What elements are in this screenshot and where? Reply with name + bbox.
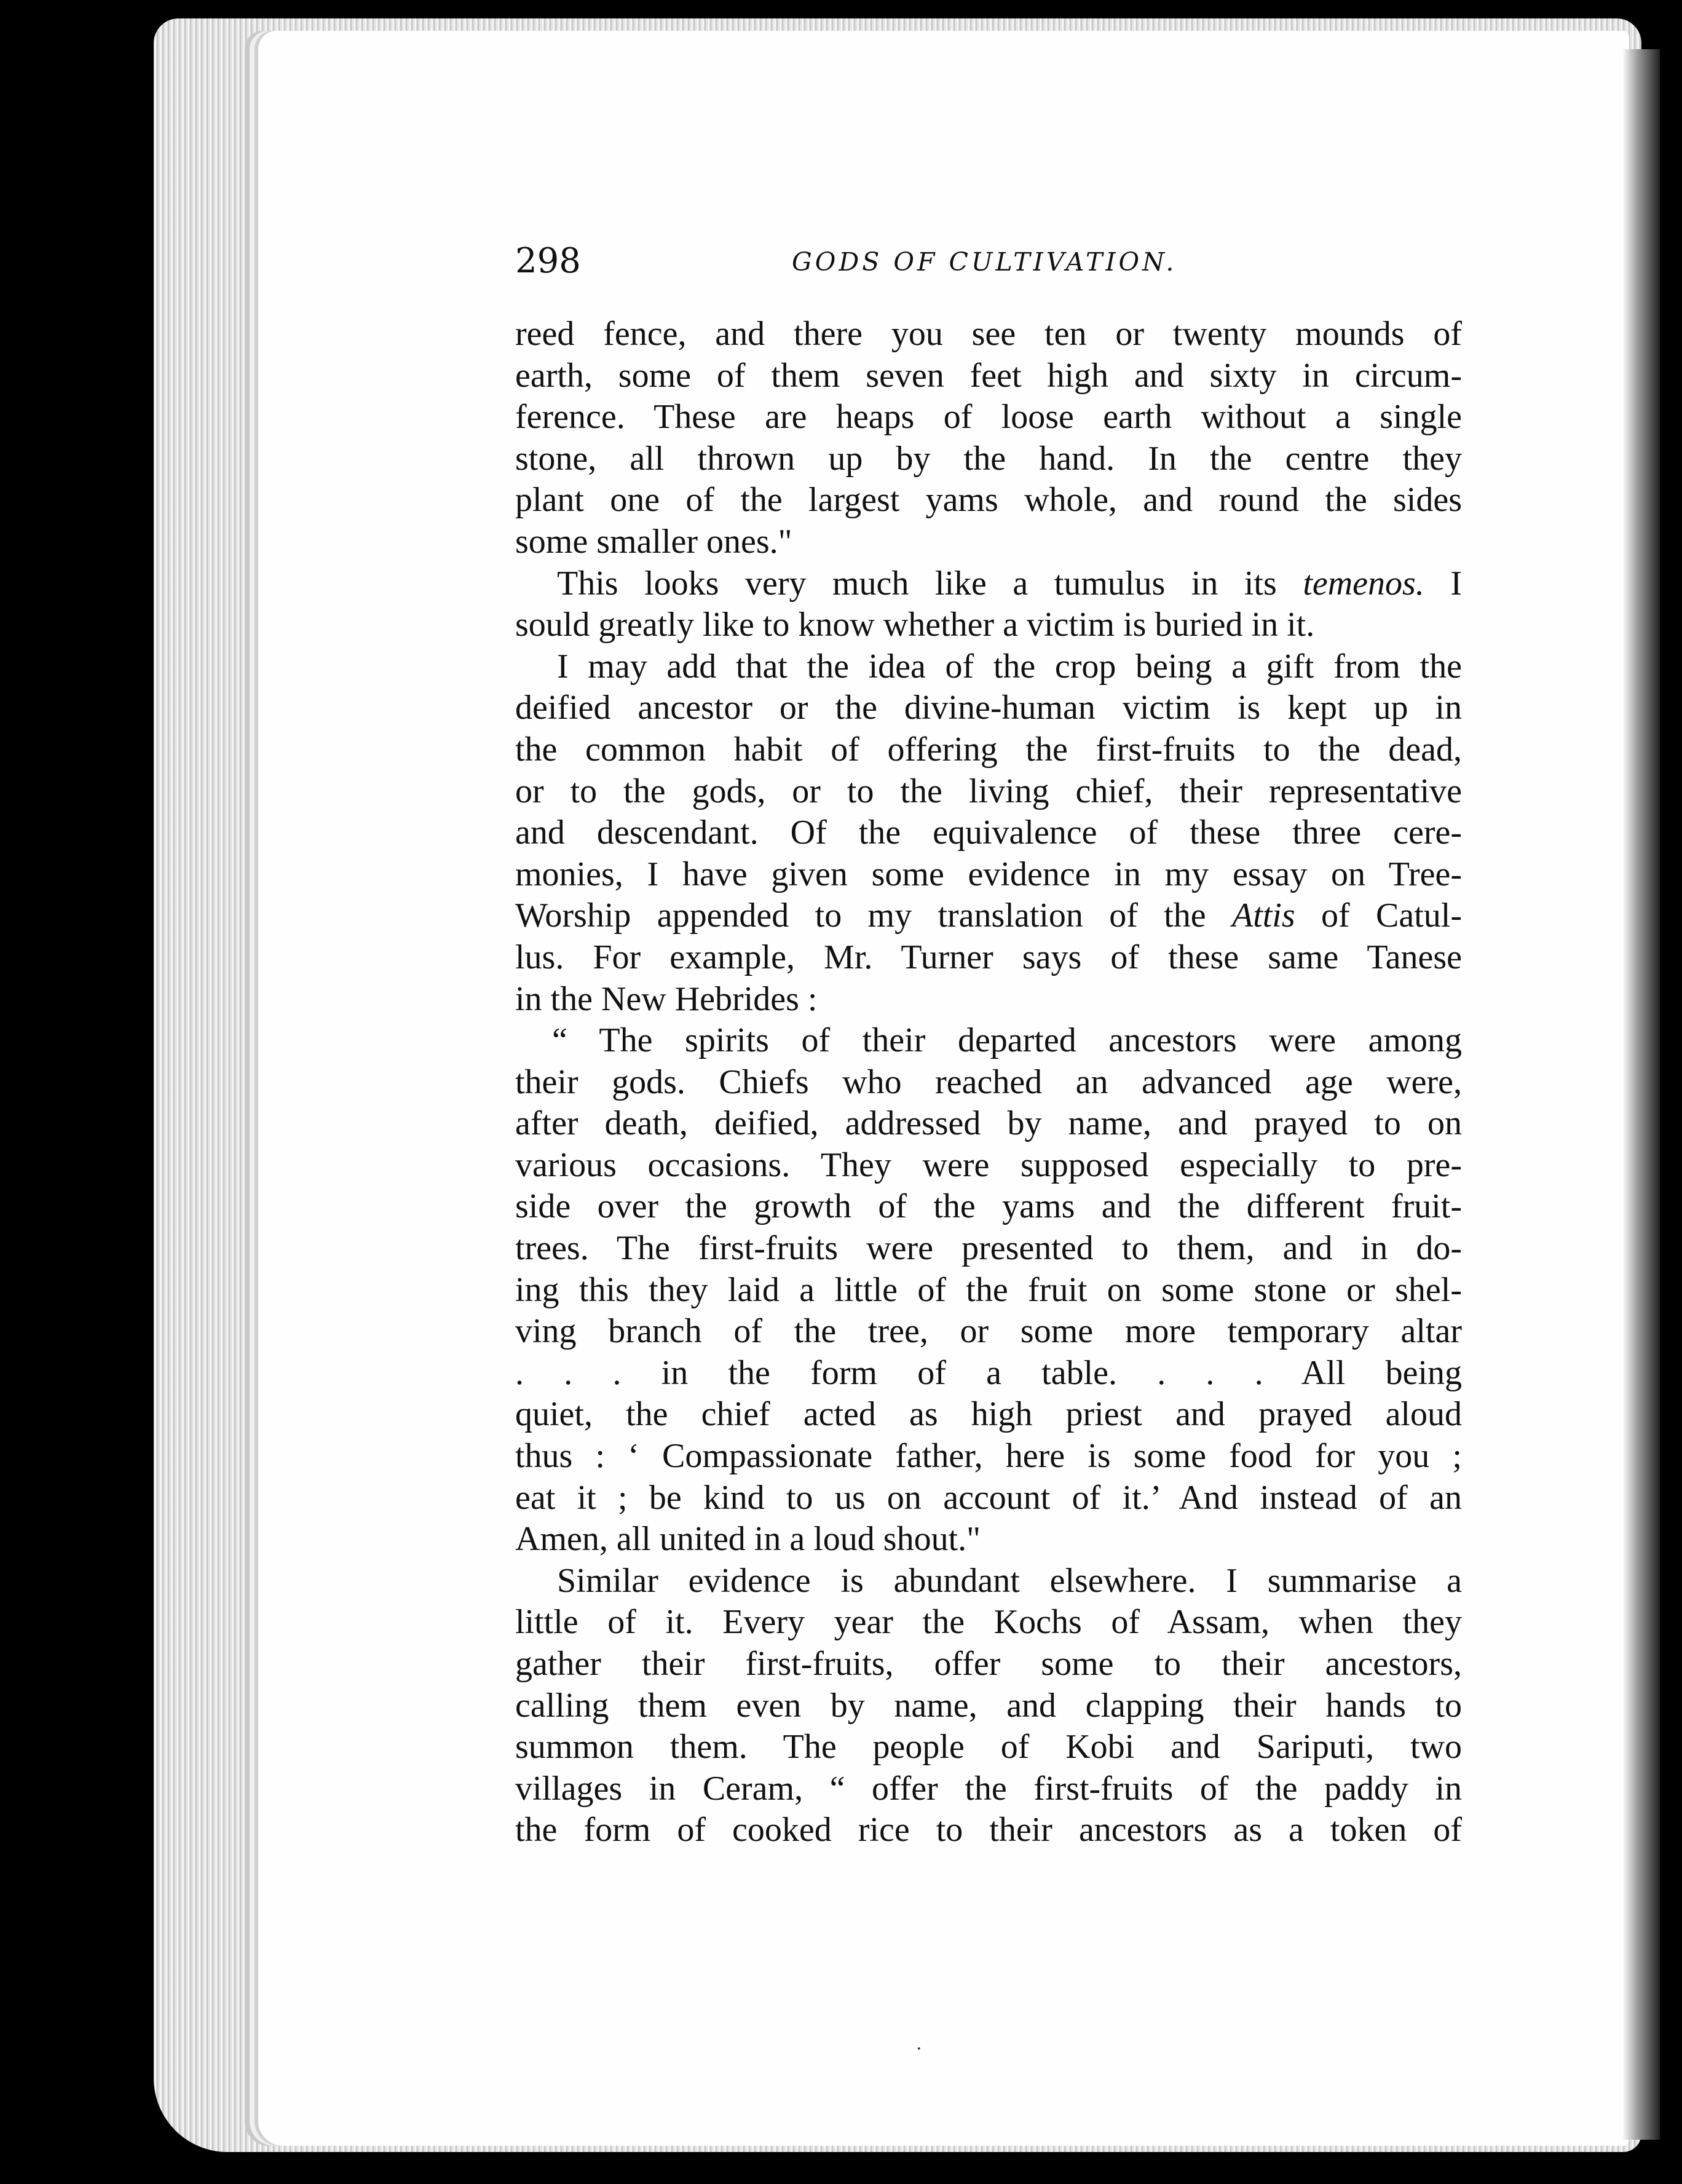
text-line: gather their first-fruits, offer some to their ancestors, — [515, 1645, 1462, 1683]
text-line: lus. For example, Mr. Turner says of these same Tanese — [515, 938, 1462, 976]
text-line: reed fence, and there you see ten or twenty mounds of — [515, 315, 1462, 353]
text-line: little of it. Every year the Kochs of Assam, when they — [515, 1603, 1462, 1642]
text-line: various occasions. They were supposed especially to pre- — [515, 1145, 1462, 1184]
text-line: thus : ‘ Compassionate father, here is some food for you ; — [515, 1437, 1462, 1476]
text-segment: I — [1424, 564, 1462, 603]
text-line: plant one of the largest yams whole, and round the sides — [515, 481, 1462, 520]
text-line: “ The spirits of their departed ancestors were among — [552, 1021, 1462, 1060]
running-head — [515, 237, 1462, 292]
text-line: ving branch of the tree, or some more temporary altar — [515, 1312, 1462, 1351]
text-line: . . . in the form of a table. . . . All being — [515, 1353, 1462, 1392]
text-line: calling them even by name, and clapping their hands to — [515, 1686, 1462, 1725]
text-line: or to the gods, or to the living chief, their representative — [515, 772, 1462, 810]
page-number: 298 — [515, 241, 581, 281]
text-line: and descendant. Of the equivalence of these three cere- — [515, 813, 1462, 852]
text-line: Amen, all united in a loud shout." — [515, 1520, 981, 1559]
text-line — [515, 895, 1462, 937]
running-title: GODS OF CULTIVATION. — [792, 247, 1177, 277]
text-line: the form of cooked rice to their ancestors as a token of — [515, 1811, 1462, 1850]
italic-term: Attis — [1231, 896, 1295, 935]
text-line: summon them. The people of Kobi and Sariputi, two — [515, 1728, 1462, 1767]
text-line: earth, some of them seven feet high and sixty in circum- — [515, 356, 1462, 395]
text-line: trees. The first-fruits were presented to them, and in do- — [515, 1229, 1462, 1268]
text-line: villages in Ceram, “ offer the first-fruits of the paddy in — [515, 1769, 1462, 1808]
text-line — [515, 563, 1462, 605]
body-text — [515, 314, 1462, 1851]
text-line: stone, all thrown up by the hand. In the centre they — [515, 439, 1462, 478]
text-line: in the New Hebrides : — [515, 979, 818, 1018]
text-segment: This looks very much like a tumulus in its — [557, 564, 1303, 603]
text-line: I may add that the idea of the crop being a gift from the — [557, 647, 1462, 686]
footer-ink-mark: · — [916, 2038, 922, 2060]
text-line: side over the growth of the yams and the different fruit- — [515, 1187, 1462, 1226]
text-line: eat it ; be kind to us on account of it.’ And instead of an — [515, 1478, 1462, 1517]
text-line: ference. These are heaps of loose earth without a single — [515, 398, 1462, 437]
text-line: deified ancestor or the divine-human victim is kept up in — [515, 689, 1462, 727]
text-line: quiet, the chief acted as high priest and prayed aloud — [515, 1395, 1462, 1434]
text-segment: Worship appended to my translation of the — [515, 896, 1232, 935]
text-line: monies, I have given some evidence in my essay on Tree- — [515, 855, 1462, 893]
page-gutter-shadow — [1623, 49, 1660, 2140]
text-line: ing this they laid a little of the fruit on some stone or shel- — [515, 1270, 1462, 1309]
text-line: after death, deified, addressed by name, and prayed to on — [515, 1104, 1462, 1143]
text-line: their gods. Chiefs who reached an advanced age were, — [515, 1062, 1462, 1101]
text-segment: of Catul- — [1295, 896, 1462, 935]
text-line: Similar evidence is abundant elsewhere. I summarise a — [557, 1561, 1462, 1600]
italic-term: temenos. — [1303, 564, 1424, 603]
text-line: sould greatly like to know whether a victim is buried in it. — [515, 606, 1315, 644]
text-line: the common habit of offering the first-fruits to the dead, — [515, 730, 1462, 769]
text-line: some smaller ones." — [515, 522, 792, 561]
